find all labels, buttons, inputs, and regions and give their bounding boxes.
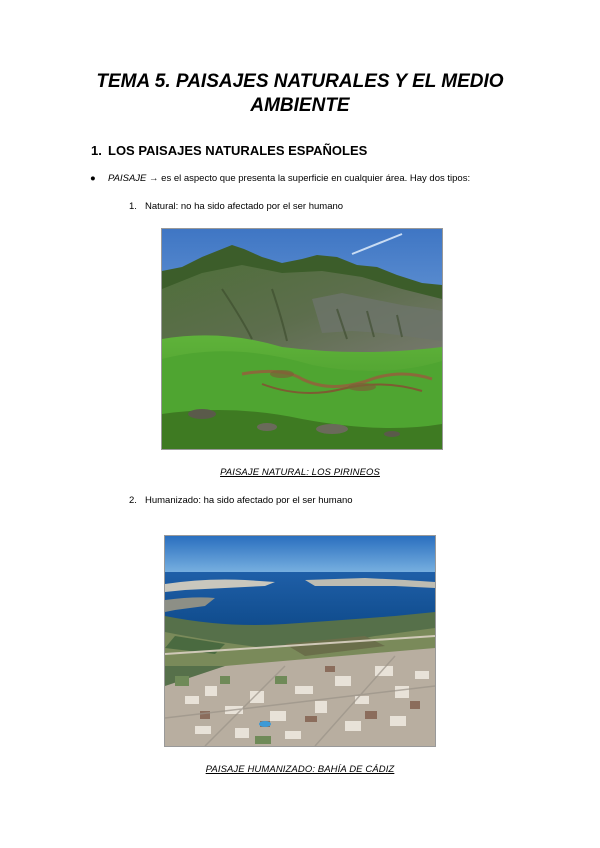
section-heading-text: LOS PAISAJES NATURALES ESPAÑOLES (108, 143, 368, 158)
mountain-photo-icon (162, 229, 442, 449)
section-number: 1. (91, 143, 102, 158)
list-item-natural (129, 201, 343, 212)
page-title: TEMA 5. PAISAJES NATURALES Y EL MEDIO AMBIENTE (96, 71, 504, 116)
list-item-number: 1. (129, 201, 137, 212)
section-heading (91, 143, 367, 158)
list-item-number: 2. (129, 495, 137, 506)
list-item-text: Humanizado: ha sido afectado por el ser humano (145, 495, 353, 506)
figure-humanized-image (164, 535, 436, 747)
list-item-text: Natural: no ha sido afectado por el ser humano (145, 201, 344, 212)
figure-caption-natural: PAISAJE NATURAL: LOS PIRINEOS (220, 467, 380, 478)
bullet-paisaje (90, 173, 470, 184)
aerial-city-photo-icon (165, 536, 435, 746)
bullet-text: es el aspecto que presenta la superficie en cualquier área. Hay dos tipos: (161, 173, 471, 184)
arrow-icon: → (149, 173, 159, 184)
bullet-term: PAISAJE (108, 173, 147, 184)
list-item-humanizado (129, 495, 353, 506)
figure-natural-image (161, 228, 443, 450)
figure-caption-humanized: PAISAJE HUMANIZADO: BAHÍA DE CÁDIZ (205, 764, 395, 775)
bullet-icon: ● (90, 173, 96, 184)
